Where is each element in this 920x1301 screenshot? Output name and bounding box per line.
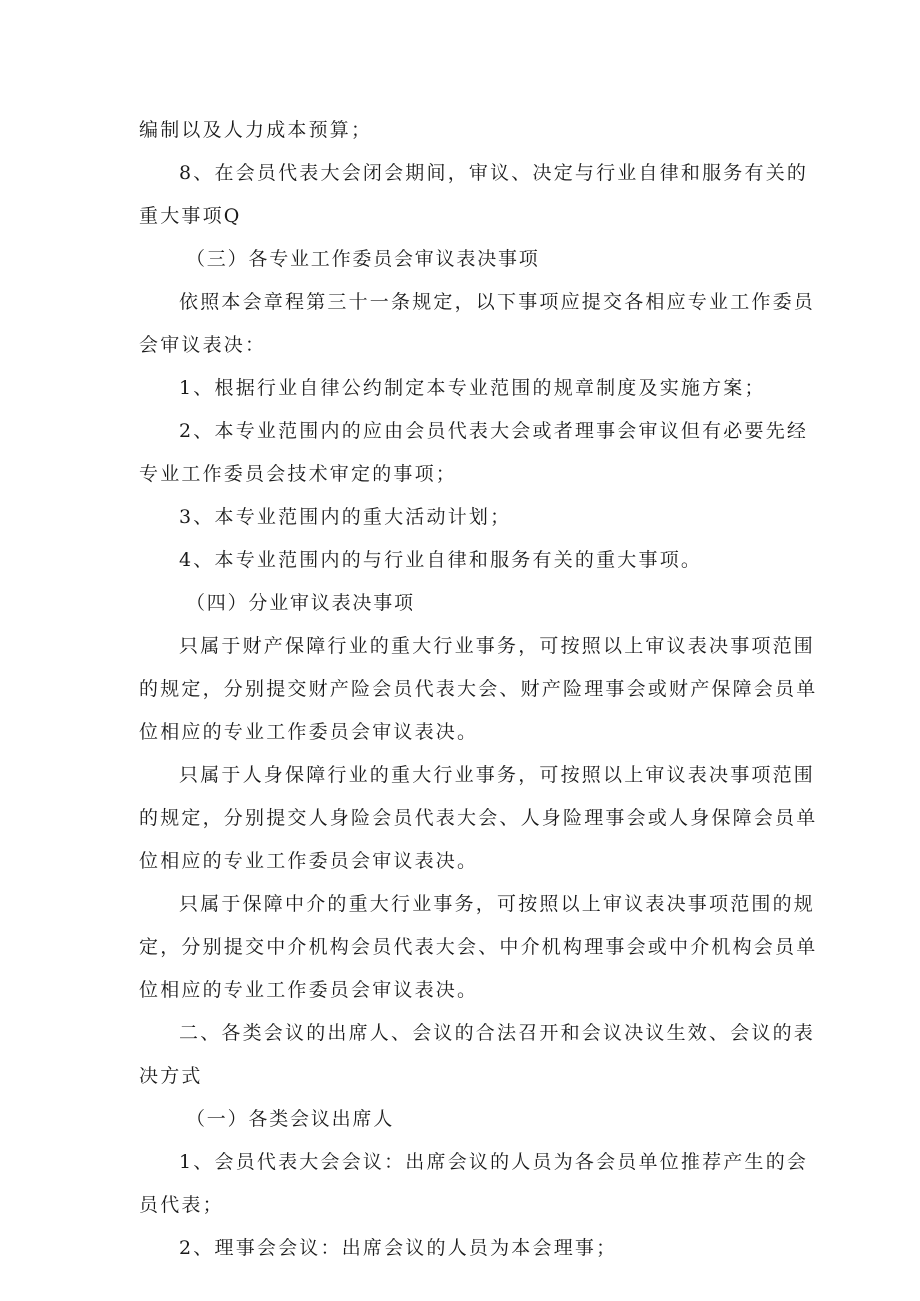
text-line: 决方式 — [139, 1065, 203, 1087]
text-line: 1、根据行业自律公约制定本专业范围的规章制度及实施方案； — [179, 377, 766, 399]
text-line: 8、在会员代表大会闭会期间，审议、决定与行业自律和服务有关的 — [179, 162, 809, 184]
text-line: 2、本专业范围内的应由会员代表大会或者理事会审议但有必要先经 — [179, 420, 809, 442]
text-line: 只属于财产保障行业的重大行业事务，可按照以上审议表决事项范围 — [179, 635, 816, 657]
text-line: 位相应的专业工作委员会审议表决。 — [139, 979, 479, 1001]
text-line: 二、各类会议的出席人、会议的合法召开和会议决议生效、会议的表 — [179, 1022, 816, 1044]
text-line: 的规定，分别提交财产险会员代表大会、财产险理事会或财产保障会员单 — [139, 678, 818, 700]
text-line: 依照本会章程第三十一条规定，以下事项应提交各相应专业工作委员 — [179, 291, 816, 313]
text-line: 位相应的专业工作委员会审议表决。 — [139, 721, 479, 743]
text-line: 会审议表决： — [139, 334, 267, 356]
text-line: 定，分别提交中介机构会员代表大会、中介机构理事会或中介机构会员单 — [139, 936, 818, 958]
section-heading: （四）分业审议表决事项 — [186, 592, 415, 614]
text-line: 4、本专业范围内的与行业自律和服务有关的重大事项。 — [179, 549, 703, 571]
text-line: 员代表； — [139, 1194, 224, 1216]
text-line: 2、理事会会议：出席会议的人员为本会理事； — [179, 1237, 618, 1259]
text-line: 只属于保障中介的重大行业事务，可按照以上审议表决事项范围的规 — [179, 893, 816, 915]
text-line: 位相应的专业工作委员会审议表决。 — [139, 850, 479, 872]
text-line: 编制以及人力成本预算； — [139, 119, 373, 141]
text-line: 只属于人身保障行业的重大行业事务，可按照以上审议表决事项范围 — [179, 764, 816, 786]
text-line: 的规定，分别提交人身险会员代表大会、人身险理事会或人身保障会员单 — [139, 807, 818, 829]
section-heading: （三）各专业工作委员会审议表决事项 — [186, 248, 540, 270]
text-line: 1、会员代表大会会议：出席会议的人员为各会员单位推荐产生的会 — [179, 1151, 809, 1173]
text-line: 专业工作委员会技术审定的事项； — [139, 463, 458, 485]
text-line: 3、本专业范围内的重大活动计划； — [179, 506, 512, 528]
section-heading: （一）各类会议出席人 — [186, 1108, 395, 1130]
text-line: 重大事项Q — [139, 205, 242, 227]
